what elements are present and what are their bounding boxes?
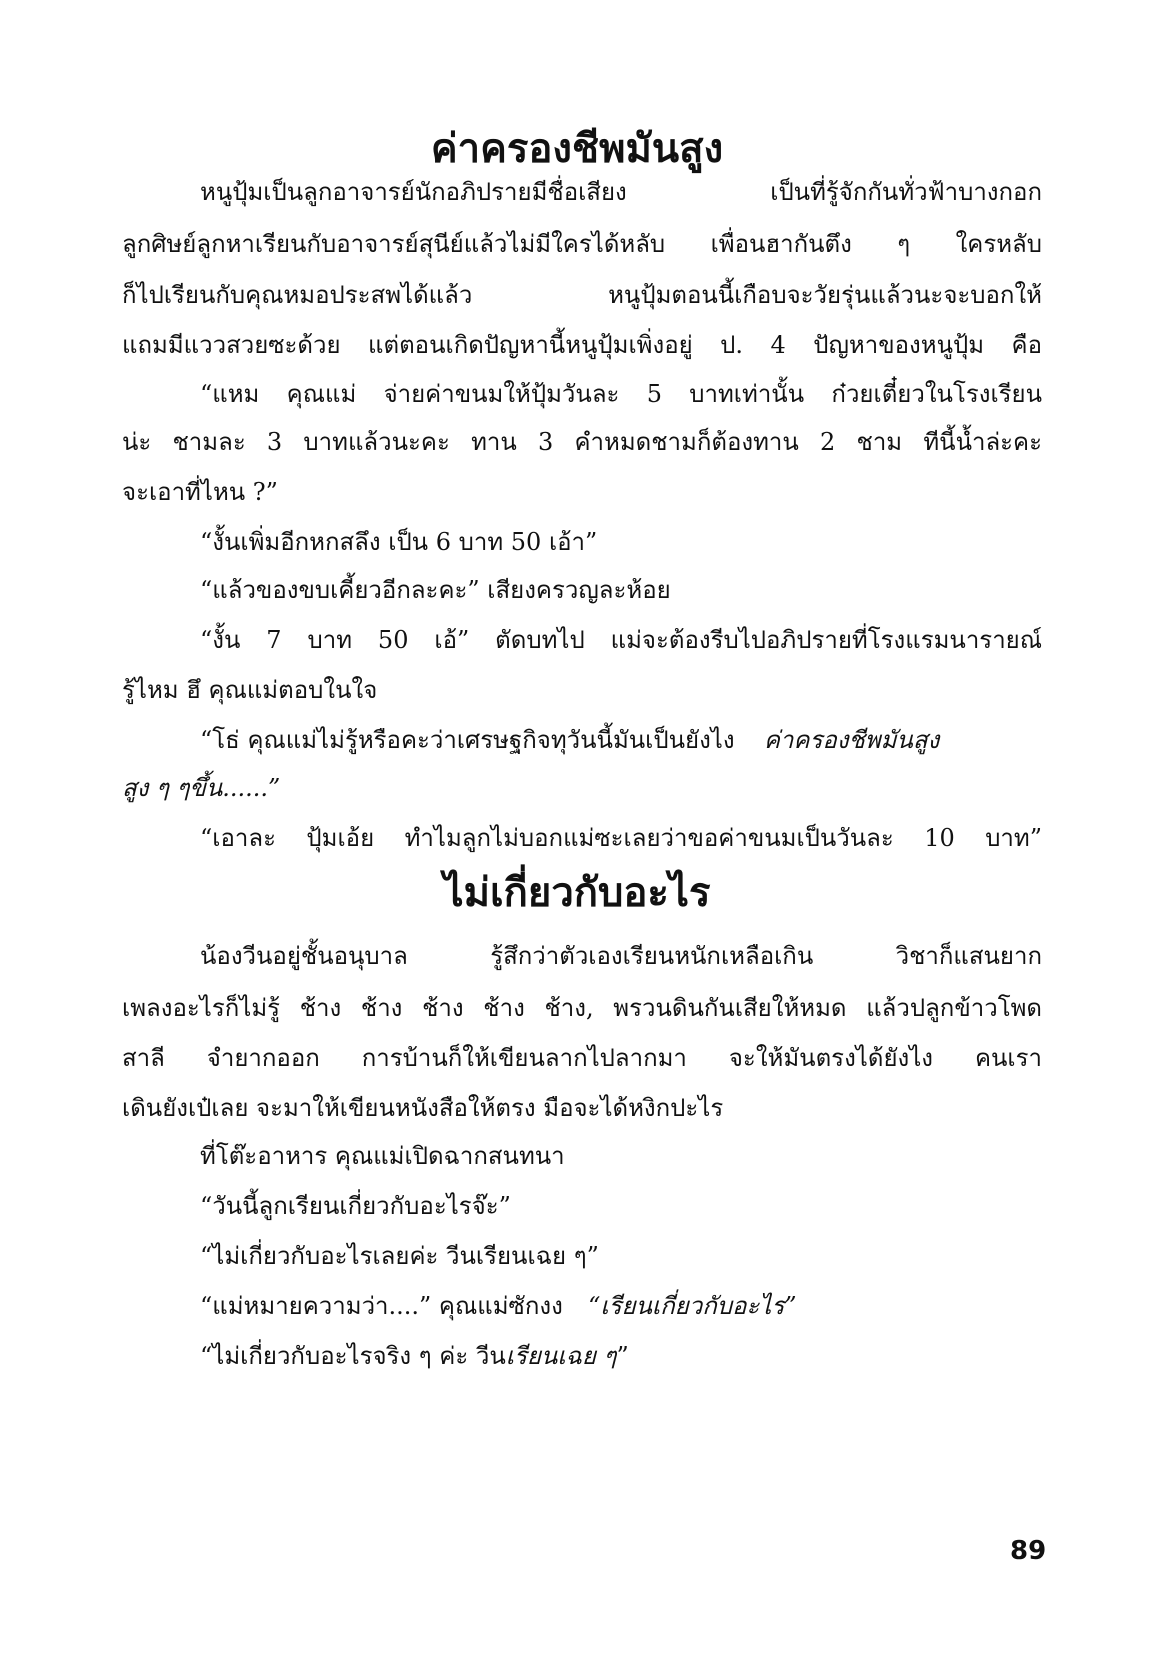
dialogue-line: “เอาละ ปุ้มเอ้ย ทำไมลูกไม่บอกแม่ซะเลยว่าขอค่าขนมเป็นวันละ 10 บาท” [200,824,1042,852]
paragraph-line: ก็ไปเรียนกับคุณหมอประสพได้แล้ว หนูปุ้มตอนนี้เกือบจะวัยรุ่นแล้วนะจะบอกให้ [122,281,1042,309]
dialogue-line [200,1336,1042,1376]
paragraph-line: “แหม คุณแม่ จ่ายค่าขนมให้ปุ้มวันละ 5 บาทเท่านั้น ก๋วยเตี๋ยวในโรงเรียน [200,380,1042,408]
paragraph-line: ที่โต๊ะอาหาร คุณแม่เปิดฉากสนทนา [200,1142,565,1170]
story-title: ไม่เกี่ยวกับอะไร [443,870,711,916]
paragraph-line: น้องวีนอยู่ชั้นอนุบาล รู้สึกว่าตัวเองเรียนหนักเหลือเกิน วิชาก็แสนยาก [200,942,1042,970]
paragraph-line: แถมมีแววสวยซะด้วย แต่ตอนเกิดปัญหานี้หนูปุ้มเพิ่งอยู่ ป. 4 ปัญหาของหนูปุ้ม คือ [122,331,1042,359]
paragraph-line: สาลี จำยากออก การบ้านก็ให้เขียนลากไปลากมา จะให้มันตรงได้ยังไง คนเรา [122,1044,1042,1072]
paragraph-line: เพลงอะไรก็ไม่รู้ ช้าง ช้าง ช้าง ช้าง ช้าง, พรวนดินกันเสียให้หมด แล้วปลูกข้าวโพด [122,994,1042,1022]
dialogue-line [200,1286,1042,1326]
paragraph-line: รู้ไหม ฮึ คุณแม่ตอบในใจ [122,676,378,704]
paragraph-line [122,768,1042,808]
dialogue-text: ” [616,1342,629,1370]
paragraph-line: หนูปุ้มเป็นลูกอาจารย์นักอภิปรายมีชื่อเสียง เป็นที่รู้จักกันทั่วฟ้าบางกอก [200,178,1042,206]
italic-emphasis: สูง ๆ ๆขึ้น......” [122,774,281,802]
italic-emphasis: เรียนเฉย ๆ [505,1342,617,1370]
dialogue-line: “งั้น 7 บาท 50 เอ้” ตัดบทไป แม่จะต้องรีบไปอภิปรายที่โรงแรมนารายณ์ [200,626,1042,654]
dialogue-line: “แล้วของขบเคี้ยวอีกละคะ” เสียงครวญละห้อย [200,576,671,604]
dialogue-line: “งั้นเพิ่มอีกหกสลึง เป็น 6 บาท 50 เอ้า” [200,528,598,556]
dialogue-line: “วันนี้ลูกเรียนเกี่ยวกับอะไรจ๊ะ” [200,1192,511,1220]
paragraph-line: ลูกศิษย์ลูกหาเรียนกับอาจารย์สุนีย์แล้วไม่มีใครได้หลับ เพื่อนฮากันตึง ๆ ใครหลับ [122,230,1042,258]
dialogue-line: “ไม่เกี่ยวกับอะไรเลยค่ะ วีนเรียนเฉย ๆ” [200,1242,599,1270]
dialogue-text: “โธ่ คุณแม่ไม่รู้หรือคะว่าเศรษฐกิจทุวันนี้มันเป็นยังไง [200,726,735,754]
page-number: 89 [1010,1536,1047,1566]
dialogue-line [200,720,1042,760]
dialogue-text: “แม่หมายความว่า....” คุณแม่ซักงง [200,1292,563,1320]
italic-emphasis: ค่าครองชีพมันสูง [763,726,940,754]
dialogue-text: “ไม่เกี่ยวกับอะไรจริง ๆ ค่ะ วีน [200,1342,506,1370]
paragraph-line: น่ะ ชามละ 3 บาทแล้วนะคะ ทาน 3 คำหมดชามก็ต้องทาน 2 ชาม ทีนี้น้ำล่ะคะ [122,428,1042,456]
paragraph-line: เดินยังเป๋เลย จะมาให้เขียนหนังสือให้ตรง มือจะได้หงิกปะไร [122,1094,724,1122]
italic-emphasis: “เรียนเกี่ยวกับอะไร” [588,1292,797,1320]
paragraph-line: จะเอาที่ไหน ?” [122,478,278,506]
story-title: ค่าครองชีพมันสูง [430,126,724,172]
